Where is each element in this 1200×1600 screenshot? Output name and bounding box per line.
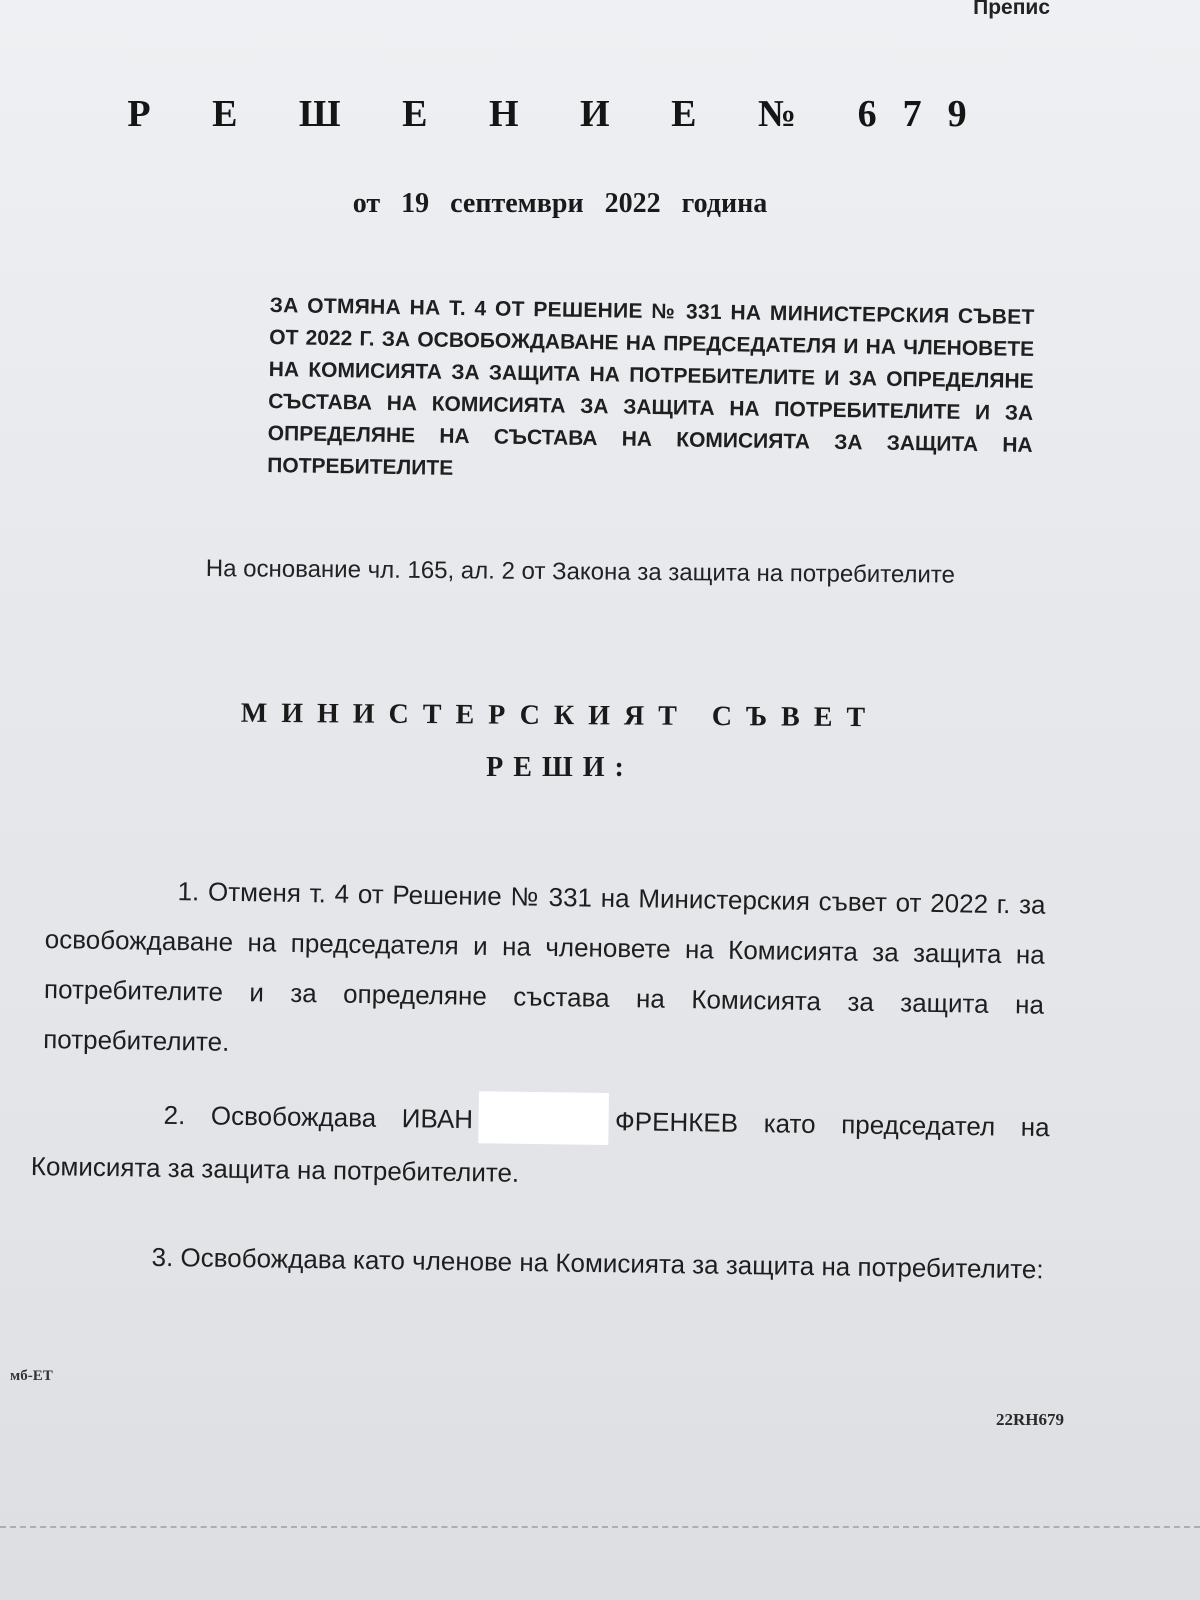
copy-mark: Препис <box>973 0 1050 19</box>
point-2 <box>31 1088 1050 1205</box>
council-heading: МИНИСТЕРСКИЯТ СЪВЕТ <box>240 697 880 734</box>
redaction-box <box>479 1091 610 1145</box>
legal-basis: На основание чл. 165, ал. 2 от Закона за защита на потребителите <box>205 555 956 589</box>
point-2-start: 2. Освобождава ИВАН <box>163 1099 474 1135</box>
document-ref-right: 22RH679 <box>996 1410 1064 1429</box>
decision-subject: ЗА ОТМЯНА НА Т. 4 ОТ РЕШЕНИЕ № 331 НА МИНИСТЕРСКИЯ СЪВЕТ ОТ 2022 Г. ЗА ОСВОБОЖДАВАНЕ НА ПРЕДСЕДАТЕЛЯ И НА ЧЛЕНОВЕТЕ НА КОМИСИЯТА ЗА ЗАЩИТА НА ПОТРЕБИТЕЛИТЕ И ЗА ОПРЕДЕЛЯНЕ СЪСТАВА НА КОМИСИЯТА ЗА ЗАЩИТА НА ПОТРЕБИТЕЛИТЕ И ЗА ОПРЕДЕЛЯНЕ НА СЪСТАВА НА КОМИСИЯТА ЗА ЗАЩИТА НА ПОТРЕБИТЕЛИТЕ <box>267 293 1035 480</box>
point-3: 3. Освобождава като членове на Комисията за защита на потребителите: <box>151 1241 1044 1285</box>
decides-heading: РЕШИ: <box>486 752 634 783</box>
point-2-end: ФРЕНКЕВ като председател на Комисията за защита на потребителите. <box>30 1106 1050 1188</box>
page-edge-line <box>0 1526 1200 1528</box>
decision-title: Р Е Ш Е Н И Е № 679 <box>127 93 993 135</box>
document-ref-left: мб-ЕТ <box>10 1368 53 1384</box>
point-1: 1. Отменя т. 4 от Решение № 331 на Министерския съвет от 2022 г. за освобождаване на председателя и на членовете на Комисията за защита на потребителите и за определяне състава на Комисията за защита на потребителите. <box>43 876 1046 1057</box>
decision-date: от 19 септември 2022 година <box>352 188 768 219</box>
